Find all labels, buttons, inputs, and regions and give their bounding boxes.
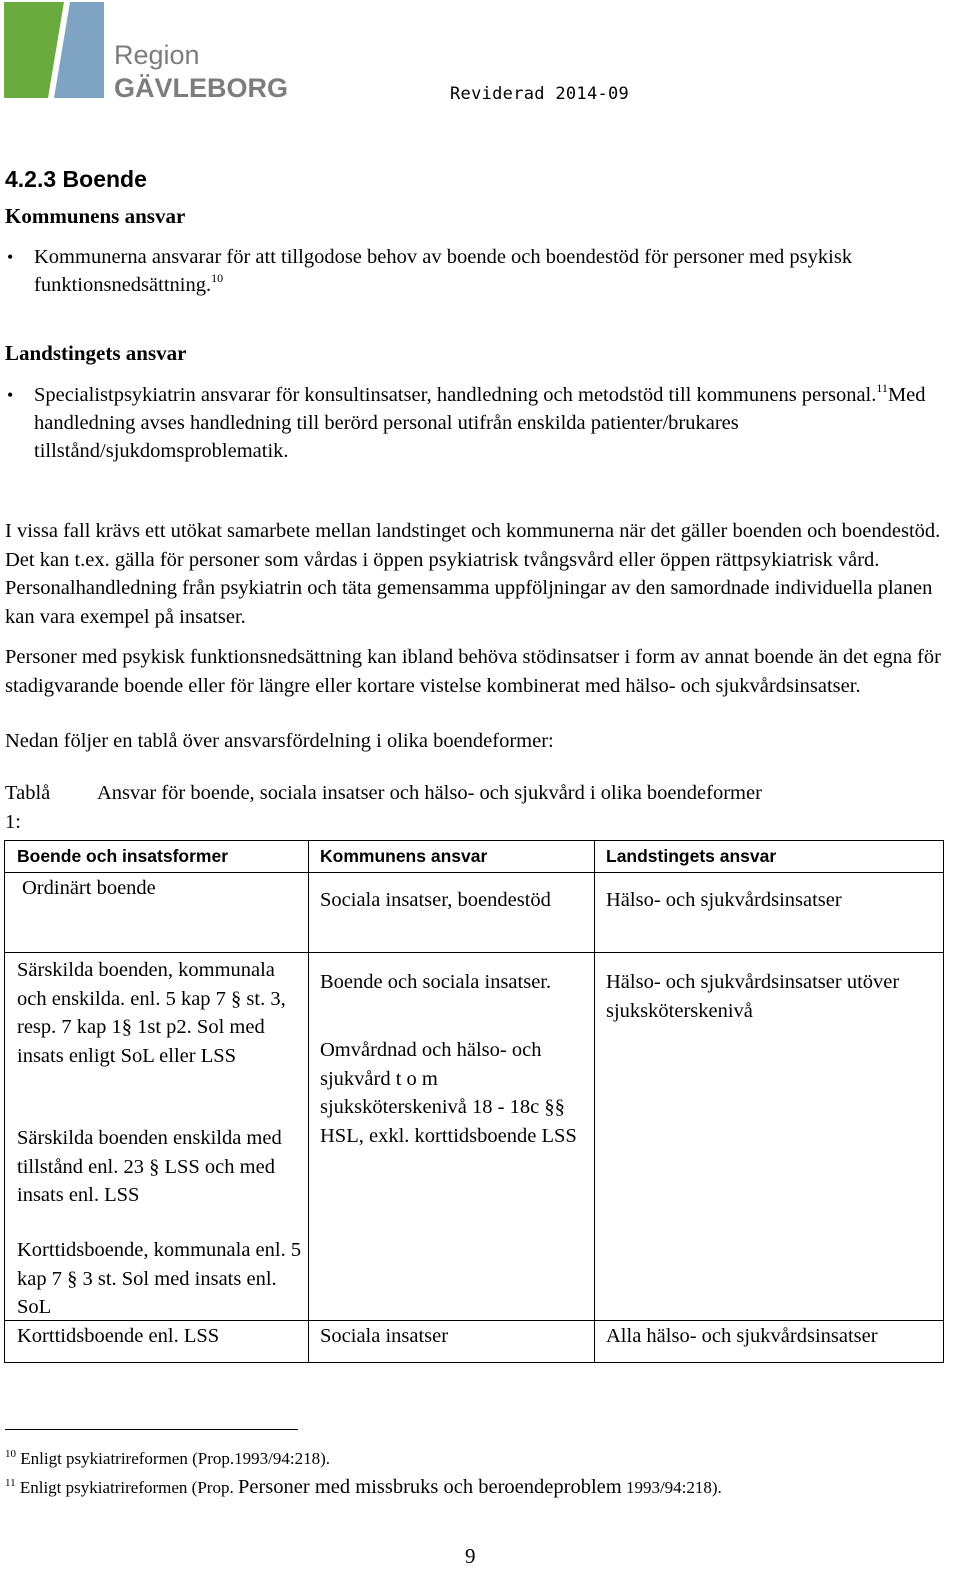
table-row-divider — [5, 872, 943, 873]
bullet-kommun-text: Kommunerna ansvarar för att tillgodose behov av boende och boendestöd för personer med psykisk funktionsnedsättning. — [34, 246, 853, 296]
table-col-divider — [308, 841, 309, 1362]
region-gavleborg-logo — [4, 2, 289, 103]
cell-r2-boende-b: Särskilda boenden enskilda med tillstånd enl. 23 § LSS och med insats enl. LSS — [17, 1127, 282, 1206]
footnote-11-text-b: Personer med missbruks och beroendeproblem — [237, 1476, 622, 1498]
cell-r2-boende-c: Korttidsboende, kommunala enl. 5 kap 7 § 3 st. Sol med insats enl. SoL — [17, 1239, 302, 1318]
caption-label: Tablå 1: — [5, 782, 51, 833]
footnote-separator — [5, 1429, 298, 1430]
footnote-11-number: 11 — [5, 1477, 16, 1489]
footnote-11-text-a: Enligt psykiatrireformen (Prop. — [19, 1478, 234, 1497]
page-number: 9 — [465, 1544, 476, 1568]
bullet-landsting-text-a: Specialistpsykiatrin ansvarar för konsultinsatser, handledning och metodstöd till kommunens personal. — [34, 384, 877, 406]
table-header-boende: Boende och insatsformer — [17, 846, 229, 866]
cell-r2-boende-a: Särskilda boenden, kommunala och enskilda. enl. 5 kap 7 § st. 3, resp. 7 kap 1§ 1st p2. Sol med insats enligt SoL eller LSS — [17, 959, 286, 1067]
logo-line1: Region — [114, 40, 200, 70]
paragraph-3: Nedan följer en tablå över ansvarsfördelning i olika boendeformer: — [5, 730, 554, 752]
table-row-divider — [5, 952, 943, 953]
footnote-11-text-c: 1993/94:218). — [625, 1478, 722, 1497]
bullet-dot: • — [7, 385, 14, 405]
kommun-heading: Kommunens ansvar — [5, 204, 186, 228]
cell-r3-landsting: Alla hälso- och sjukvårdsinsatser — [606, 1325, 878, 1347]
caption-text: Ansvar för boende, sociala insatser och hälso- och sjukvård i olika boendeformer — [97, 782, 762, 804]
logo-graphic — [4, 2, 289, 103]
cell-r1-boende: Ordinärt boende — [22, 877, 156, 899]
footnote-10-text: Enligt psykiatrireformen (Prop.1993/94:218). — [20, 1449, 330, 1468]
bullet-dot: • — [7, 247, 14, 267]
landsting-heading: Landstingets ansvar — [5, 341, 187, 365]
paragraph-1: I vissa fall krävs ett utökat samarbete mellan landstinget och kommunerna när det gäller boenden och boendestöd. Det kan t.ex. gälla för personer som vårdas i öppen psykiatrisk tvångsvård eller öppen rättpsykiatrisk vård. Personalhandledning från psykiatrin och täta gemensamma uppföljningar av den samordnade individuella planen kan vara exempel på insatser. — [5, 520, 941, 628]
cell-r3-kommun: Sociala insatser — [320, 1325, 449, 1347]
footnote-10-number: 10 — [5, 1448, 16, 1460]
cell-r2-landsting: Hälso- och sjukvårdsinsatser utöver sjuksköterskenivå — [606, 971, 900, 1022]
table-header-kommun: Kommunens ansvar — [320, 846, 488, 866]
cell-r3-boende: Korttidsboende enl. LSS — [17, 1325, 220, 1347]
footnote-11 — [5, 1476, 722, 1499]
footnote-ref-10: 10 — [211, 271, 224, 285]
cell-r2-kommun-b: Omvårdnad och hälso- och sjukvård t o m sjuksköterskenivå 18 - 18c §§ HSL, exkl. korttidsboende LSS — [320, 1039, 577, 1147]
paragraph-2: Personer med psykisk funktionsnedsättning kan ibland behöva stödinsatser i form av annat boende än det egna för stadigvarande boende eller för längre eller kortare vistelse kombinerat med hälso- och sjukvårdsinsatser. — [5, 646, 941, 697]
cell-r1-landsting: Hälso- och sjukvårdsinsatser — [606, 889, 842, 911]
bullet-landsting-text-b: Med handledning avses handledning till berörd personal utifrån enskilda patienter/brukares tillstånd/sjukdomsproblematik. — [34, 384, 926, 462]
table-col-divider — [594, 841, 595, 1362]
footnote-ref-11: 11 — [876, 381, 888, 395]
logo-line2: GÄVLEBORG — [114, 73, 289, 103]
revision-date: Reviderad 2014-09 — [450, 84, 630, 104]
footnote-10 — [5, 1449, 330, 1469]
cell-r1-kommun: Sociala insatser, boendestöd — [320, 889, 551, 911]
table-header-landsting: Landstingets ansvar — [606, 846, 777, 866]
section-heading: 4.2.3 Boende — [5, 166, 147, 192]
cell-r2-kommun-a: Boende och sociala insatser. — [320, 971, 552, 993]
responsibility-table — [4, 840, 944, 1363]
